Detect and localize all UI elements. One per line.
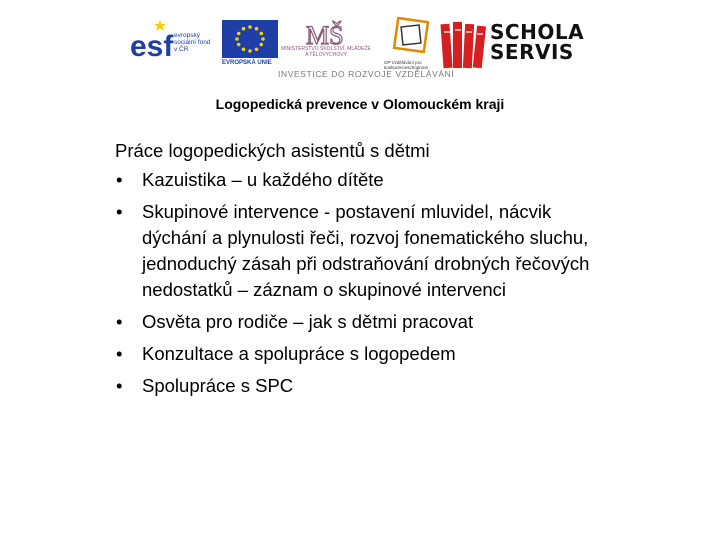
item-lead: Skupinové intervence: [142, 201, 319, 222]
eu-flag-icon: [222, 20, 278, 58]
item-rest: – u každého dítěte: [226, 169, 384, 190]
bullet-icon: •: [116, 343, 123, 364]
schola-line2: SERVIS: [490, 40, 574, 64]
schola-servis-logo: [440, 18, 592, 72]
bullet-list: [115, 167, 615, 399]
msmt-mark-icon: [280, 16, 372, 48]
svg-text:MŠ: MŠ: [306, 21, 344, 48]
eu-caption: EVROPSKÁ UNIE: [222, 60, 272, 66]
bullet-icon: •: [116, 375, 123, 396]
slide-heading: Práce logopedických asistentů s dětmi: [115, 140, 430, 161]
logo-bar: [130, 14, 592, 82]
msmt-logo: [280, 16, 372, 68]
msmt-caption: MINISTERSTVO ŠKOLSTVÍ, MLÁDEŽE A TĚLOVÝCHOVY: [281, 46, 371, 58]
list-item: [115, 373, 615, 399]
list-item: [115, 341, 615, 367]
slide-subtitle: Logopedická prevence v Olomouckém kraji: [215, 96, 505, 112]
schola-books-icon: [440, 18, 488, 70]
esf-mark-icon: [130, 18, 174, 62]
esf-caption: evropský sociální fond v ČR: [174, 32, 211, 53]
svg-text:esf: esf: [130, 30, 174, 62]
item-lead: Kazuistika: [142, 169, 227, 190]
item-rest: jak s dětmi pracovat: [303, 311, 474, 332]
list-item: [115, 167, 615, 193]
eu-logo: [222, 20, 278, 72]
list-item: [115, 199, 615, 303]
slide-body: [115, 138, 615, 405]
esf-logo: [130, 18, 216, 74]
op-logo: [382, 16, 442, 74]
investice-caption: INVESTICE DO ROZVOJE VZDĚLÁVÁNÍ: [278, 69, 455, 79]
schola-text: [490, 22, 584, 62]
item-lead: Spolupráce s SPC: [142, 375, 294, 396]
op-mark-icon: [382, 16, 442, 60]
item-lead: Konzultace a spolupráce s logopedem: [142, 343, 456, 364]
bullet-icon: •: [116, 201, 123, 222]
op-caption: OP Vzdělávání pro konkurenceschopnost: [384, 60, 428, 70]
bullet-icon: •: [116, 311, 123, 332]
item-rest: - postavení mluvidel, nácvik dýchání a plynulosti řeči, rozvoj fonematického sluchu, jednoduchý zásah při odstraňování drobných řečových nedostatků – záznam o skupinové intervenci: [142, 201, 590, 300]
bullet-icon: •: [116, 169, 123, 190]
list-item: [115, 309, 615, 335]
item-lead: Osvěta pro rodiče –: [142, 311, 304, 332]
schola-line1: SCHOLA: [490, 20, 585, 44]
